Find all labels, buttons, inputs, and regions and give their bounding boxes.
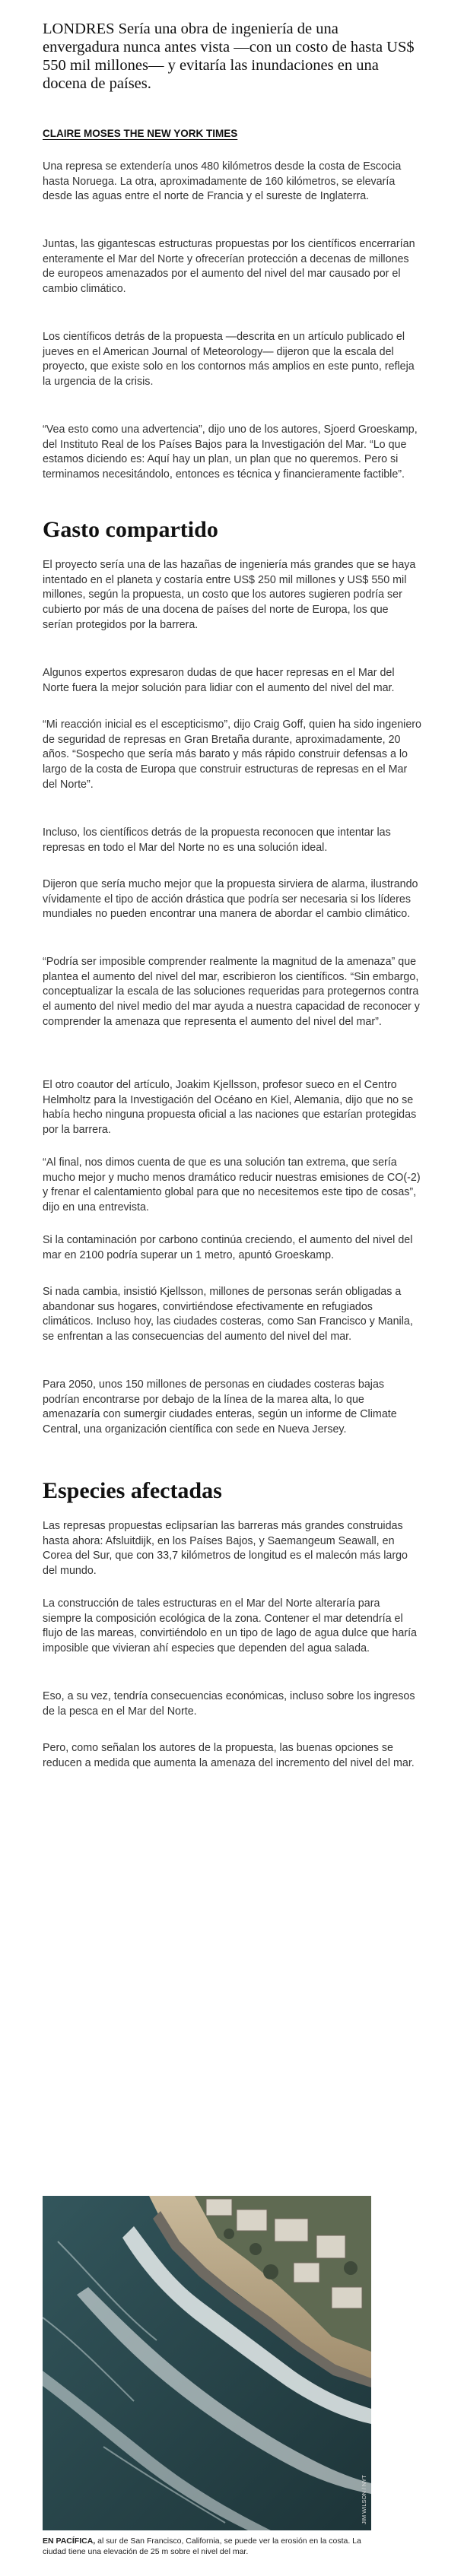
photo-credit	[361, 2471, 368, 2524]
article-lede: LONDRES Sería una obra de ingeniería de una envergadura nunca antes vista —con un costo de hasta US$ 550 mil millones— y evitaría las inundaciones en una docena de países.	[43, 21, 415, 92]
paragraph: “Al final, nos dimos cuenta de que es una solución tan extrema, que sería mucho mejor y mucho menos dramático reducir nuestras emisiones de CO(-2) y frenar el calentamiento global para que no necesitemos este tipo de cosas”, dijo en una entrevista.	[43, 1156, 421, 1214]
paragraph: Las represas propuestas eclipsarían las barreras más grandes construidas hasta ahora: Afsluitdijk, en los Países Bajos, y Saemangeum Seawall, en Corea del Sur, que con 33,7 kilómetros de longitud es el malecón más largo del mundo.	[43, 1520, 408, 1578]
section-heading-gasto-compartido: Gasto compartido	[43, 517, 218, 542]
paragraph: El otro coautor del artículo, Joakim Kjellsson, profesor sueco en el Centro Helmholtz para la Investigación del Océano en Kiel, Alemania, dijo que no se había hecho ninguna propuesta oficial a las naciones que estarían protegidas por la barrera.	[43, 1079, 417, 1137]
caption-text: al sur de San Francisco, California, se puede ver la erosión en la costa. La ciudad tiene una elevación de 25 m sobre el nivel del mar.	[43, 2536, 361, 2556]
article-byline[interactable]: CLAIRE MOSES THE NEW YORK TIMES	[43, 128, 238, 139]
photo-caption	[43, 2536, 377, 2557]
paragraph: Eso, a su vez, tendría consecuencias económicas, incluso sobre los ingresos de la pesca en el Mar del Norte.	[43, 1690, 415, 1718]
paragraph: Dijeron que sería mucho mejor que la propuesta sirviera de alarma, ilustrando vívidamente el tipo de acción drástica que podría ser necesaria si los líderes mundiales no pueden encontrar una manera de abordar el cambio climático.	[43, 878, 418, 921]
caption-lead: EN PACÍFICA,	[43, 2536, 96, 2546]
paragraph: Si la contaminación por carbono continúa creciendo, el aumento del nivel del mar en 2100 podría superar un 1 metro, apuntó Groeskamp.	[43, 1234, 413, 1261]
paragraph: Juntas, las gigantescas estructuras propuestas por los científicos encerrarían enteramente el Mar del Norte y ofrecerían protección a decenas de millones de europeos amenazados por el aumento del nivel del mar causado por el cambio climático.	[43, 238, 415, 296]
paragraph: “Podría ser imposible comprender realmente la magnitud de la amenaza” que plantea el aumento del nivel del mar, escribieron los científicos. “Sin embargo, conceptualizar la escala de las soluciones requeridas para protegernos contra el aumento del nivel medio del mar ayuda a nuestra capacidad de reconocer y comprender la amenaza que representa el aumento del nivel del mar”.	[43, 956, 420, 1028]
paragraph: La construcción de tales estructuras en el Mar del Norte alteraría para siempre la composición ecológica de la zona. Contener el mar detendría el flujo de las mareas, convirtiéndolo en un tipo de lago de agua dulce que haría imposible que vivieran ahí especies que dependen del agua salada.	[43, 1597, 417, 1655]
paragraph: Incluso, los científicos detrás de la propuesta reconocen que intentar las represas en todo el Mar del Norte no es una solución ideal.	[43, 826, 391, 854]
coastal-erosion-photo	[43, 2196, 371, 2530]
section-heading-especies-afectadas: Especies afectadas	[43, 1478, 222, 1503]
paragraph: Si nada cambia, insistió Kjellsson, millones de personas serán obligadas a abandonar sus hogares, convirtiéndose efectivamente en refugiados climáticos. Incluso hoy, las ciudades costeras, como San Francisco y Manila, se enfrentan a las consecuencias del aumento del nivel del mar.	[43, 1286, 413, 1344]
paragraph: El proyecto sería una de las hazañas de ingeniería más grandes que se haya intentado en el planeta y costaría entre US$ 250 mil millones y US$ 550 mil millones, según la propuesta, un costo que los autores sugieren podría ser cubierto por más de una docena de países del norte de Europa, los que serían protegidos por la barrera.	[43, 559, 416, 631]
paragraph: Pero, como señalan los autores de la propuesta, las buenas opciones se reducen a medida que aumenta la amenaza del incremento del nivel del mar.	[43, 1742, 415, 1769]
photo-credit-text: JIM WILSON / NYT	[361, 2474, 367, 2524]
paragraph: Para 2050, unos 150 millones de personas en ciudades costeras bajas podrían encontrarse por debajo de la línea de la marea alta, lo que amenazaría con sumergir ciudades enteras, según un informe de Climate Central, una organización científica con sede en Nueva Jersey.	[43, 1378, 397, 1436]
paragraph: Una represa se extendería unos 480 kilómetros desde la costa de Escocia hasta Noruega. La otra, aproximadamente de 160 kilómetros, se elevaría desde las aguas entre el norte de Francia y el sureste de Inglaterra.	[43, 160, 402, 203]
paragraph: Algunos expertos expresaron dudas de que hacer represas en el Mar del Norte fuera la mejor solución para lidiar con el aumento del nivel del mar.	[43, 667, 395, 694]
paragraph: Los científicos detrás de la propuesta —descrita en un artículo publicado el jueves en el American Journal of Meteorology— dijeron que la escala del proyecto, que existe solo en los contornos más amplios en este punto, refleja la urgencia de la crisis.	[43, 331, 415, 389]
paragraph: “Vea esto como una advertencia”, dijo uno de los autores, Sjoerd Groeskamp, del Instituto Real de los Países Bajos para la Investigación del Mar. “Lo que estamos diciendo es: Aquí hay un plan, un plan que no queremos. Pero si terminamos necesitándolo, entonces es técnica y financieramente factible”.	[43, 424, 418, 481]
paragraph: “Mi reacción inicial es el escepticismo”, dijo Craig Goff, quien ha sido ingeniero de seguridad de represas en Gran Bretaña durante, aproximadamente, 20 años. “Sospecho que sería más barato y más rápido construir defensas a lo largo de la costa de Europa que construir estructuras de represas en el Mar del Norte”.	[43, 719, 421, 791]
